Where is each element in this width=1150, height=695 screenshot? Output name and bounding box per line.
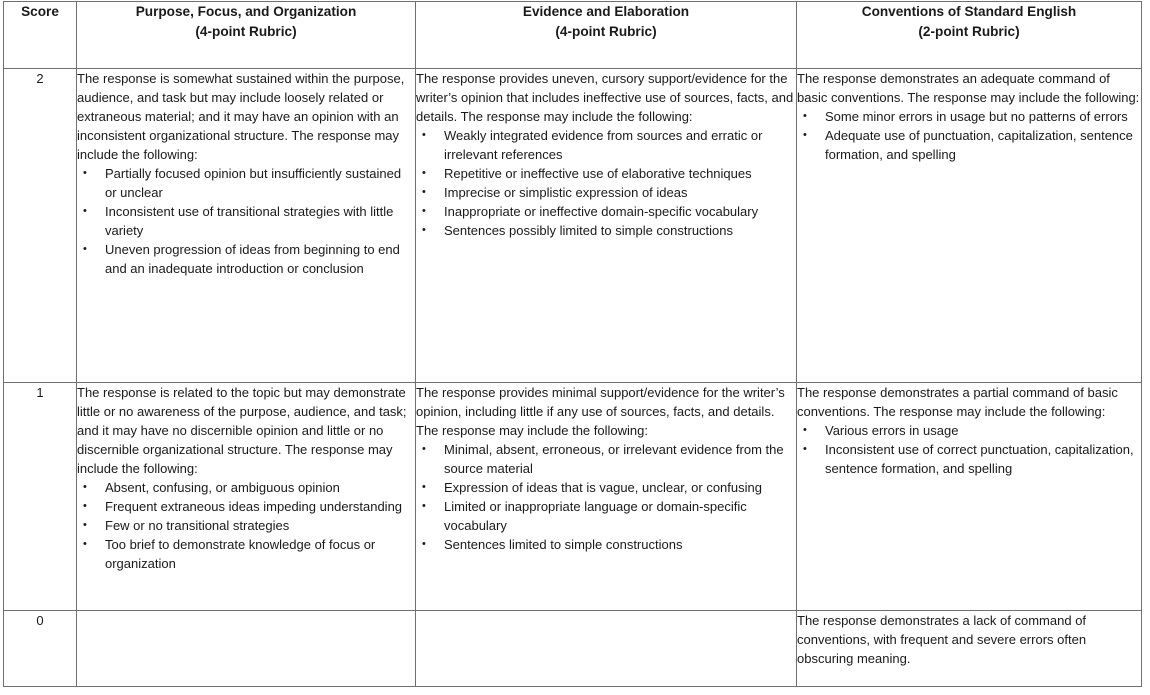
purpose-header-subtitle: (4-point Rubric) [195, 24, 297, 39]
evidence-header-title: Evidence and Elaboration [522, 4, 690, 19]
list-item: • Absent, confusing, or ambiguous opinion [77, 478, 415, 497]
score-cell: 1 [4, 383, 77, 611]
score-cell: 0 [4, 611, 77, 687]
conventions-cell [797, 383, 1142, 611]
list-item: • Weakly integrated evidence from sources and erratic or irrelevant references [416, 126, 796, 164]
evidence-intro: The response provides minimal support/evidence for the writer’s opinion, including little if any use of sources, facts, and details. The response may include the following: [416, 385, 785, 438]
bullet-icon [422, 183, 426, 202]
list-item: • Sentences limited to simple constructions [416, 535, 796, 554]
score-cell: 2 [4, 69, 77, 383]
list-item: • Repetitive or ineffective use of elaborative techniques [416, 164, 796, 183]
rubric-table [3, 1, 1142, 687]
conventions-intro: The response demonstrates a lack of command of conventions, with frequent and severe errors often obscuring meaning. [797, 613, 1087, 666]
bullet-icon [422, 202, 426, 221]
list-item: • Inappropriate or ineffective domain-specific vocabulary [416, 202, 796, 221]
list-item: • Limited or inappropriate language or domain-specific vocabulary [416, 497, 796, 535]
evidence-column-header [416, 2, 797, 69]
bullet-icon [803, 107, 807, 126]
purpose-cell-empty [77, 611, 416, 687]
purpose-bullet-list [77, 478, 415, 573]
list-item: • Few or no transitional strategies [77, 516, 415, 535]
bullet-icon [422, 221, 426, 240]
list-item: • Uneven progression of ideas from beginning to end and an inadequate introduction or conclusion [77, 240, 415, 278]
list-item: • Some minor errors in usage but no patterns of errors [797, 107, 1141, 126]
purpose-bullet-list [77, 164, 415, 278]
list-item: • Too brief to demonstrate knowledge of focus or organization [77, 535, 415, 573]
conventions-intro: The response demonstrates an adequate command of basic conventions. The response may include the following: [797, 71, 1140, 105]
conventions-bullet-list [797, 421, 1141, 478]
conventions-column-header [797, 2, 1142, 69]
bullet-icon [803, 126, 807, 145]
bullet-icon [83, 202, 87, 221]
evidence-cell [416, 383, 797, 611]
evidence-cell [416, 69, 797, 383]
conventions-cell [797, 611, 1142, 687]
list-item: • Partially focused opinion but insufficiently sustained or unclear [77, 164, 415, 202]
list-item: • Adequate use of punctuation, capitalization, sentence formation, and spelling [797, 126, 1141, 164]
purpose-intro: The response is somewhat sustained within the purpose, audience, and task but may include loosely related or extraneous material; and it may have an opinion with an inconsistent organizational structure. The response may include the following: [77, 71, 405, 162]
conventions-header-title: Conventions of Standard English [861, 4, 1077, 19]
list-item: • Inconsistent use of transitional strategies with little variety [77, 202, 415, 240]
purpose-cell [77, 383, 416, 611]
header-row [4, 2, 1142, 69]
score-column-header [4, 2, 77, 69]
conventions-bullet-list [797, 107, 1141, 164]
bullet-icon [422, 478, 426, 497]
purpose-intro: The response is related to the topic but may demonstrate little or no awareness of the purpose, audience, and task; and it may have no discernible opinion and little or no discernible organizational structure. The response may include the following: [77, 385, 407, 476]
bullet-icon [83, 497, 87, 516]
bullet-icon [803, 421, 807, 440]
bullet-icon [422, 126, 426, 145]
bullet-icon [83, 164, 87, 183]
bullet-icon [83, 478, 87, 497]
bullet-icon [422, 164, 426, 183]
evidence-bullet-list [416, 440, 796, 554]
conventions-header-subtitle: (2-point Rubric) [918, 24, 1020, 39]
score-row-1 [4, 383, 1142, 611]
evidence-bullet-list [416, 126, 796, 240]
list-item: • Various errors in usage [797, 421, 1141, 440]
bullet-icon [422, 497, 426, 516]
score-row-2 [4, 69, 1142, 383]
list-item: • Inconsistent use of correct punctuation, capitalization, sentence formation, and spelling [797, 440, 1141, 478]
conventions-cell [797, 69, 1142, 383]
score-header-label: Score [21, 4, 59, 19]
list-item: • Imprecise or simplistic expression of ideas [416, 183, 796, 202]
list-item: • Frequent extraneous ideas impeding understanding [77, 497, 415, 516]
score-row-0 [4, 611, 1142, 687]
evidence-header-subtitle: (4-point Rubric) [555, 24, 657, 39]
bullet-icon [422, 440, 426, 459]
purpose-column-header [77, 2, 416, 69]
conventions-intro: The response demonstrates a partial command of basic conventions. The response may include the following: [797, 385, 1118, 419]
list-item: • Minimal, absent, erroneous, or irrelevant evidence from the source material [416, 440, 796, 478]
list-item: • Expression of ideas that is vague, unclear, or confusing [416, 478, 796, 497]
bullet-icon [83, 535, 87, 554]
purpose-cell [77, 69, 416, 383]
bullet-icon [83, 516, 87, 535]
evidence-intro: The response provides uneven, cursory support/evidence for the writer’s opinion that includes ineffective use of sources, facts, and details. The response may include the following: [416, 71, 794, 124]
evidence-cell-empty [416, 611, 797, 687]
list-item: • Sentences possibly limited to simple constructions [416, 221, 796, 240]
bullet-icon [422, 535, 426, 554]
bullet-icon [803, 440, 807, 459]
purpose-header-title: Purpose, Focus, and Organization [135, 4, 357, 19]
bullet-icon [83, 240, 87, 259]
